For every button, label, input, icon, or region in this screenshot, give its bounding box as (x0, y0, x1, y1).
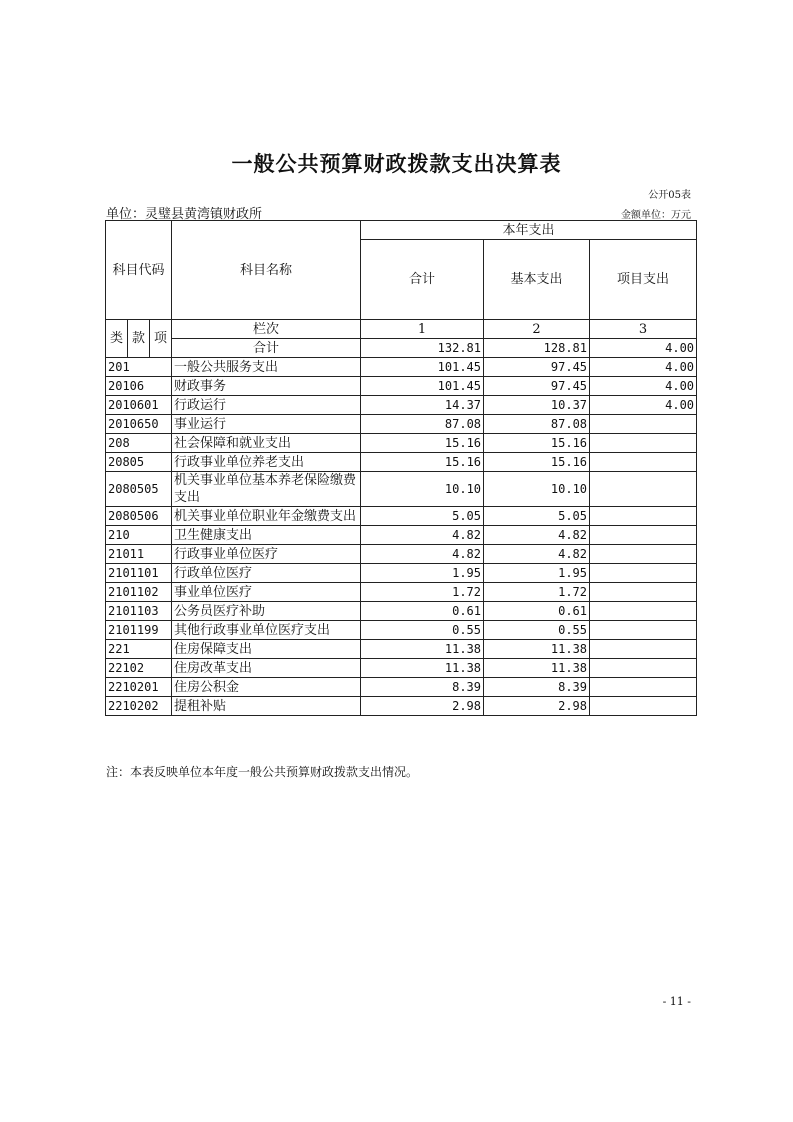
row-total: 2.98 (361, 697, 484, 716)
row-code: 2101103 (106, 602, 172, 621)
row-project: 4.00 (590, 396, 697, 415)
row-basic: 15.16 (484, 434, 590, 453)
table-row (106, 453, 697, 472)
row-code: 210 (106, 526, 172, 545)
table-row (106, 526, 697, 545)
row-total: 11.38 (361, 640, 484, 659)
row-total: 101.45 (361, 358, 484, 377)
footnote: 注：本表反映单位本年度一般公共预算财政拨款支出情况。 (106, 765, 419, 779)
row-total: 87.08 (361, 415, 484, 434)
amount-unit-label: 金额单位：万元 (621, 210, 691, 221)
row-total: 4.82 (361, 526, 484, 545)
row-project: 4.00 (590, 377, 697, 396)
row-basic: 4.82 (484, 545, 590, 564)
row-name: 行政单位医疗 (172, 564, 361, 583)
row-name: 住房保障支出 (172, 640, 361, 659)
row-total: 4.82 (361, 545, 484, 564)
table-row (106, 358, 697, 377)
row-project (590, 472, 697, 507)
row-code: 2010650 (106, 415, 172, 434)
header-col3: 3 (590, 320, 697, 339)
row-name: 财政事务 (172, 377, 361, 396)
row-basic: 1.72 (484, 583, 590, 602)
row-name: 公务员医疗补助 (172, 602, 361, 621)
row-name: 事业单位医疗 (172, 583, 361, 602)
row-name: 其他行政事业单位医疗支出 (172, 621, 361, 640)
row-project (590, 507, 697, 526)
row-total: 8.39 (361, 678, 484, 697)
table-row (106, 377, 697, 396)
row-project (590, 697, 697, 716)
row-project (590, 564, 697, 583)
row-project (590, 621, 697, 640)
row-total: 0.55 (361, 621, 484, 640)
row-total: 0.61 (361, 602, 484, 621)
row-code: 2101102 (106, 583, 172, 602)
row-basic: 4.82 (484, 526, 590, 545)
row-project (590, 583, 697, 602)
row-name: 卫生健康支出 (172, 526, 361, 545)
header-col2: 2 (484, 320, 590, 339)
row-code: 2080506 (106, 507, 172, 526)
sum-total: 132.81 (361, 339, 484, 358)
expenditure-table (105, 220, 697, 716)
table-row (106, 415, 697, 434)
row-basic: 11.38 (484, 659, 590, 678)
row-code: 208 (106, 434, 172, 453)
header-subject-name: 科目名称 (172, 221, 361, 320)
row-name: 社会保障和就业支出 (172, 434, 361, 453)
form-code: 公开05表 (648, 190, 691, 201)
row-name: 住房公积金 (172, 678, 361, 697)
table-row (106, 507, 697, 526)
row-project (590, 453, 697, 472)
row-code: 20805 (106, 453, 172, 472)
table-row (106, 602, 697, 621)
header-xiang: 项 (150, 320, 172, 358)
row-basic: 0.55 (484, 621, 590, 640)
row-code: 21011 (106, 545, 172, 564)
row-name: 行政事业单位养老支出 (172, 453, 361, 472)
row-total: 1.95 (361, 564, 484, 583)
row-total: 15.16 (361, 434, 484, 453)
table-row (106, 640, 697, 659)
row-code: 2210201 (106, 678, 172, 697)
header-lanci: 栏次 (172, 320, 361, 339)
row-name: 机关事业单位职业年金缴费支出 (172, 507, 361, 526)
table-row (106, 472, 697, 507)
row-basic: 2.98 (484, 697, 590, 716)
row-total: 1.72 (361, 583, 484, 602)
row-project (590, 602, 697, 621)
row-basic: 5.05 (484, 507, 590, 526)
row-total: 101.45 (361, 377, 484, 396)
table-row (106, 621, 697, 640)
page-number: - 11 - (662, 995, 691, 1008)
row-project: 4.00 (590, 358, 697, 377)
table-row (106, 396, 697, 415)
row-name: 机关事业单位基本养老保险缴费支出 (172, 472, 361, 507)
header-basic: 基本支出 (484, 240, 590, 320)
row-code: 2101101 (106, 564, 172, 583)
row-basic: 11.38 (484, 640, 590, 659)
header-subject-code: 科目代码 (106, 221, 172, 320)
row-code: 201 (106, 358, 172, 377)
row-basic: 10.37 (484, 396, 590, 415)
row-project (590, 545, 697, 564)
row-basic: 8.39 (484, 678, 590, 697)
row-code: 2210202 (106, 697, 172, 716)
row-basic: 15.16 (484, 453, 590, 472)
row-project (590, 526, 697, 545)
unit-label: 单位：灵璧县黄湾镇财政所 (106, 207, 263, 222)
row-project (590, 678, 697, 697)
page-title: 一般公共预算财政拨款支出决算表 (231, 151, 562, 176)
row-total: 14.37 (361, 396, 484, 415)
sum-basic: 128.81 (484, 339, 590, 358)
row-name: 一般公共服务支出 (172, 358, 361, 377)
row-name: 住房改革支出 (172, 659, 361, 678)
row-code: 22102 (106, 659, 172, 678)
row-name: 行政事业单位医疗 (172, 545, 361, 564)
table-row (106, 564, 697, 583)
row-name: 提租补贴 (172, 697, 361, 716)
header-col1: 1 (361, 320, 484, 339)
row-basic: 1.95 (484, 564, 590, 583)
row-total: 10.10 (361, 472, 484, 507)
table-row (106, 678, 697, 697)
table-row (106, 545, 697, 564)
row-code: 20106 (106, 377, 172, 396)
header-kuan: 款 (128, 320, 150, 358)
row-basic: 97.45 (484, 377, 590, 396)
table-row (106, 659, 697, 678)
sum-label: 合计 (172, 339, 361, 358)
row-project (590, 640, 697, 659)
row-project (590, 415, 697, 434)
header-total: 合计 (361, 240, 484, 320)
table-row (106, 697, 697, 716)
row-basic: 87.08 (484, 415, 590, 434)
row-basic: 10.10 (484, 472, 590, 507)
row-project (590, 659, 697, 678)
row-code: 2010601 (106, 396, 172, 415)
table-row (106, 583, 697, 602)
row-project (590, 434, 697, 453)
row-code: 2080505 (106, 472, 172, 507)
row-total: 15.16 (361, 453, 484, 472)
row-name: 行政运行 (172, 396, 361, 415)
row-code: 2101199 (106, 621, 172, 640)
sum-project: 4.00 (590, 339, 697, 358)
row-name: 事业运行 (172, 415, 361, 434)
row-code: 221 (106, 640, 172, 659)
row-basic: 0.61 (484, 602, 590, 621)
row-total: 5.05 (361, 507, 484, 526)
header-lei: 类 (106, 320, 128, 358)
row-basic: 97.45 (484, 358, 590, 377)
row-total: 11.38 (361, 659, 484, 678)
header-project: 项目支出 (590, 240, 697, 320)
header-year-spend: 本年支出 (361, 221, 697, 240)
table-row (106, 434, 697, 453)
